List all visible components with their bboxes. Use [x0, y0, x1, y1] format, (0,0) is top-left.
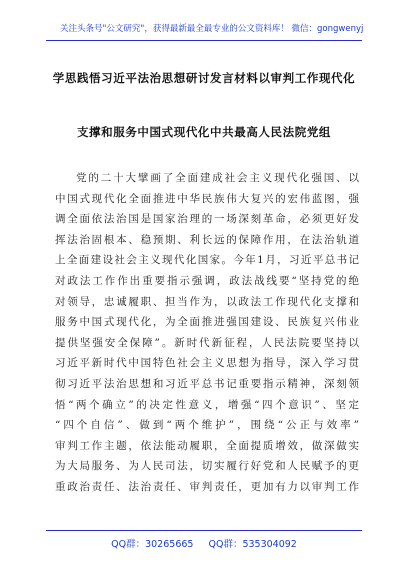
document-title-line-1: 学思践悟习近平法治思想研讨发言材料以审判工作现代化: [52, 71, 356, 85]
header-divider: [46, 40, 362, 41]
body-line: 审判工作主题，依法能动履职，全面提质增效，做深做实: [55, 439, 359, 452]
body-line: 提供坚强安全保障”。新时代新征程，人民法院要坚持以: [55, 336, 359, 349]
body-line: 彻习近平法治思想和习近平总书记重要指示精神，深刻领: [55, 377, 359, 390]
document-body: [55, 168, 359, 498]
body-line: 服务中国式现代化，为全面推进强国建设、民族复兴伟业: [55, 316, 359, 329]
body-line: 党的二十大擘画了全面建成社会主义现代化强国、以: [76, 172, 359, 184]
header-banner: 关注头条号"公文研究"，获得最新最全最专业的公文资料库！ 微信：gongwenyj: [60, 24, 364, 34]
body-line: 悟“两个确立”的决定性意义，增强“四个意识”、坚定: [55, 398, 359, 411]
footer-divider: [46, 530, 362, 531]
document-title-line-2: 支撑和服务中国式现代化中共最高人民法院党组: [76, 125, 332, 139]
body-line: 重政治责任、法治责任、审判责任，更加有力以审判工作: [55, 480, 359, 493]
footer-qq-group-1: QQ群：30265665: [111, 539, 194, 550]
body-line: 中国式现代化全面推进中华民族伟大复兴的宏伟蓝图，强: [55, 192, 359, 205]
body-line: 调全面依法治国是国家治理的一场深刻革命，必须更好发: [55, 213, 359, 226]
footer-qq-group-2: QQ群：535304092: [208, 539, 297, 550]
body-line: 对领导，忠诚履职、担当作为，以政法工作现代化支撑和: [55, 295, 359, 308]
body-line: “四个自信”、做到“两个维护”，围绕“公正与效率”: [55, 419, 359, 432]
body-line: 习近平新时代中国特色社会主义思想为指导，深入学习贯: [55, 357, 359, 370]
body-line: 挥法治固根本、稳预期、利长远的保障作用，在法治轨道: [55, 233, 359, 246]
body-line: 为大局服务、为人民司法，切实履行好党和人民赋予的更: [55, 460, 359, 473]
body-line: 上全面建设社会主义现代化国家。今年1月，习近平总书记: [55, 254, 359, 267]
body-line: 对政法工作作出重要指示强调，政法战线要“坚持党的绝: [55, 274, 359, 287]
footer: [0, 536, 408, 550]
